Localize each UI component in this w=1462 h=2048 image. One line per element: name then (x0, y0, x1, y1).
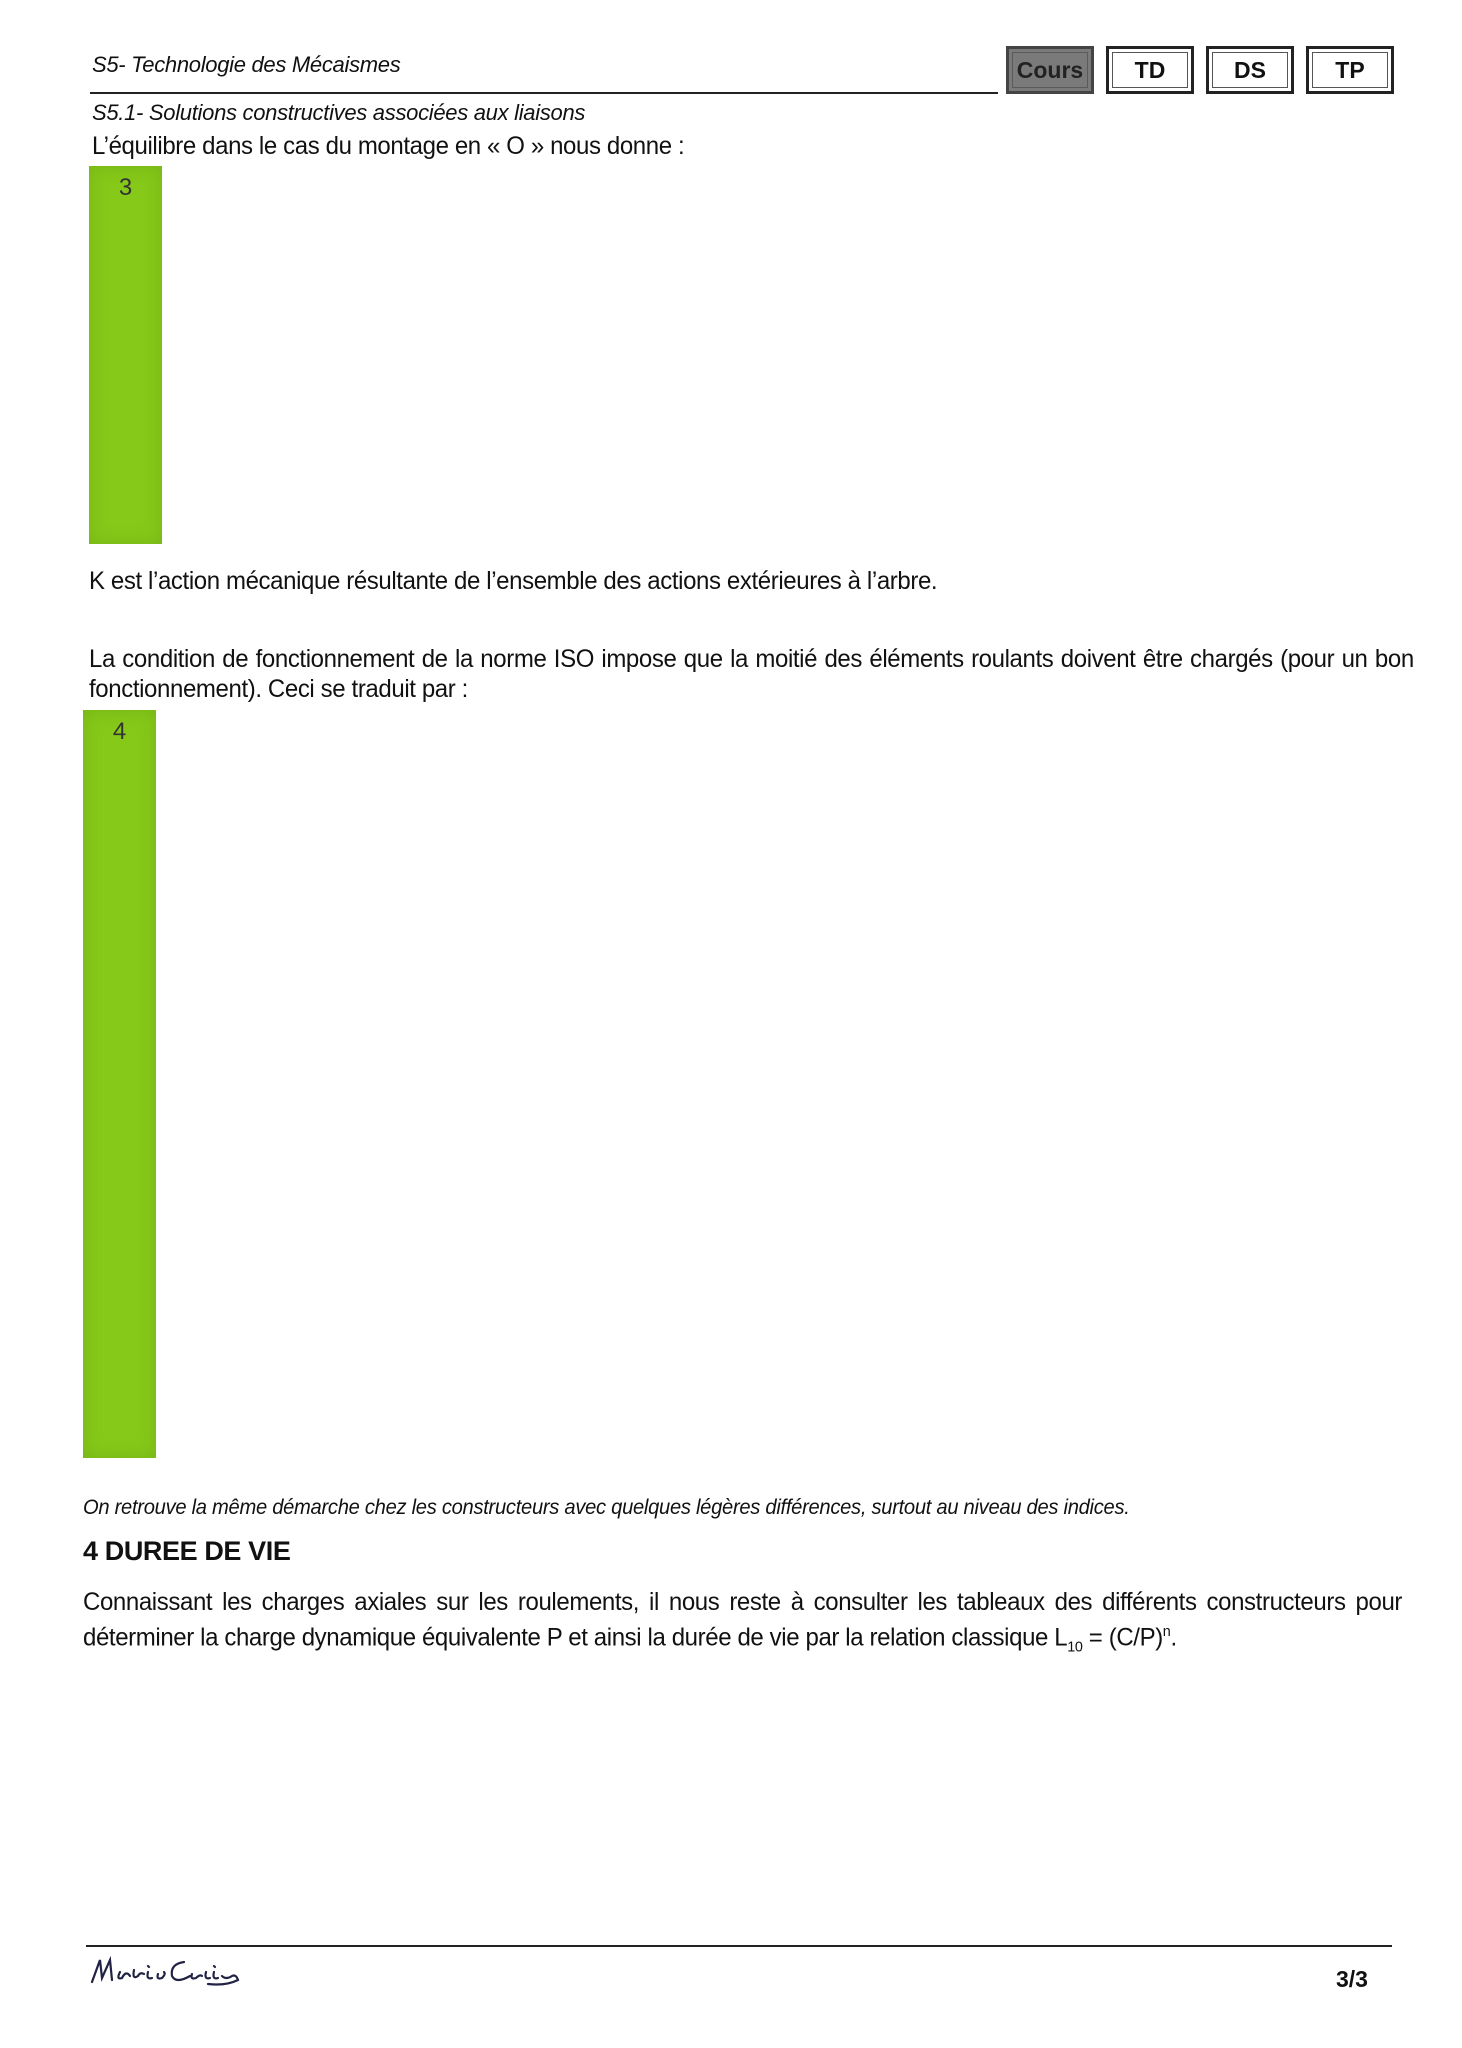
section-4-text-end: . (1170, 1623, 1177, 1652)
constructors-note: On retrouve la même démarche chez les constructeurs avec quelques légères différences, surtout au niveau des indices. (83, 1496, 1130, 1519)
equation-box-4 (83, 710, 156, 1458)
l10-subscript: 10 (1067, 1638, 1083, 1656)
tab-ds[interactable] (1206, 46, 1294, 94)
header-rule (90, 92, 998, 94)
tab-td[interactable] (1106, 46, 1194, 94)
exponent-n: n (1162, 1623, 1171, 1640)
equation-box-3 (89, 166, 162, 544)
intro-equilibre: L’équilibre dans le cas du montage en « O » nous donne : (92, 132, 685, 160)
tab-cours[interactable] (1006, 46, 1094, 94)
section-4-formula: = (C/P) (1082, 1623, 1163, 1652)
k-definition: K est l’action mécanique résultante de l’ensemble des actions extérieures à l’arbre. (89, 567, 938, 595)
footer-rule (86, 1945, 1392, 1947)
marie-curie-signature (86, 1952, 246, 1992)
equation-box-4-number: 4 (112, 718, 127, 745)
course-title: S5- Technologie des Mécaismes (92, 52, 401, 77)
section-4-heading: 4 DUREE DE VIE (83, 1536, 291, 1566)
iso-condition: La condition de fonctionnement de la norme ISO impose que la moitié des éléments roulants doivent être chargés (pour un bon fonctionnement). Ceci se traduit par : (89, 645, 1414, 703)
section-4-text-main: Connaissant les charges axiales sur les roulements, il nous reste à consulter les tableaux des différents constructeurs pour déterminer la charge dynamique équivalente P et ainsi la durée de vie par la relation classique L (83, 1588, 1403, 1652)
page-number: 3/3 (1336, 1966, 1368, 1992)
equation-box-3-number: 3 (118, 174, 133, 201)
tab-tp[interactable] (1306, 46, 1394, 94)
tab-td-label: TD (1134, 56, 1166, 83)
section-title: S5.1- Solutions constructives associées aux liaisons (92, 100, 586, 125)
tab-ds-label: DS (1234, 56, 1266, 83)
tab-cours-label: Cours (1016, 56, 1084, 83)
section-4-text (83, 1587, 1402, 1662)
tab-tp-label: TP (1335, 56, 1365, 83)
